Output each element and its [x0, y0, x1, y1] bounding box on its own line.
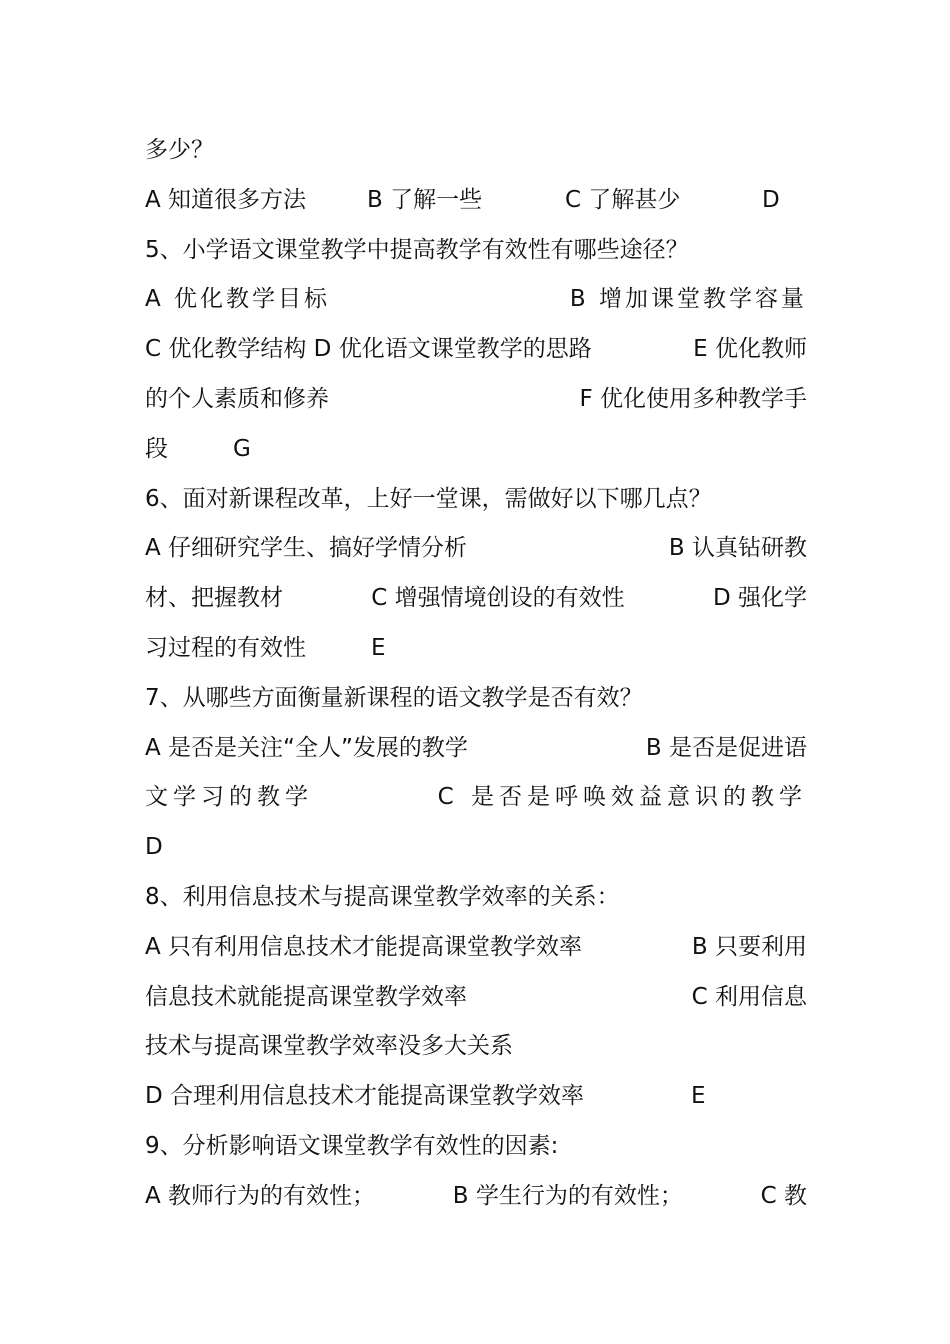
- text-line-5: [145, 325, 807, 375]
- option-d: D: [145, 834, 163, 861]
- option-g: G: [233, 435, 251, 462]
- option-d: D: [762, 186, 780, 213]
- question-9-title: [145, 1122, 807, 1172]
- text-line-17: [145, 923, 807, 973]
- text-line-19: [145, 1022, 807, 1072]
- text-segment: 段: [145, 435, 168, 462]
- text-segment: 信息技术就能提高课堂教学效率: [145, 983, 467, 1010]
- text-line-9: [145, 524, 807, 574]
- question-6-title: [145, 475, 807, 525]
- text-line-1: [145, 126, 807, 176]
- text-line-6: [145, 375, 807, 425]
- option-c-d: C 优化教学结构 D 优化语文课堂教学的思路: [145, 336, 592, 363]
- option-b: B 是否是促进语: [645, 734, 807, 761]
- option-b: B 认真钻研教: [668, 535, 807, 562]
- option-a: A 优化教学目标: [145, 286, 331, 313]
- text-line-14: [145, 773, 807, 823]
- question-7-title: [145, 674, 807, 724]
- option-c: C 利用信息: [691, 983, 807, 1010]
- text-line-7: [145, 425, 807, 475]
- text-segment: 技术与提高课堂教学效率没多大关系: [145, 1033, 513, 1060]
- option-c: C 是否是呼唤效益意识的教学: [437, 784, 807, 811]
- option-b: B 了解一些: [367, 186, 483, 213]
- option-b: B 增加课堂教学容量: [569, 286, 807, 313]
- text-line-13: [145, 724, 807, 774]
- option-c: C 了解甚少: [565, 186, 681, 213]
- option-b: B 学生行为的有效性；: [452, 1182, 683, 1209]
- text-segment: 材、把握教材: [145, 585, 283, 612]
- question-5-title: [145, 226, 807, 276]
- text-segment: 9、分析影响语文课堂教学有效性的因素:: [145, 1132, 559, 1159]
- question-8-title: [145, 873, 807, 923]
- text-segment: 文学习的教学: [145, 784, 313, 811]
- text-segment: 7、从哪些方面衡量新课程的语文教学是否有效？: [145, 684, 643, 711]
- text-line-15: [145, 823, 807, 873]
- text-segment: 8、利用信息技术与提高课堂教学效率的关系：: [145, 883, 620, 910]
- option-c: C 教: [760, 1182, 807, 1209]
- text-line-11: [145, 624, 807, 674]
- text-segment: 的个人素质和修养: [145, 385, 329, 412]
- option-a: A 教师行为的有效性；: [145, 1182, 376, 1209]
- option-e: E 优化教师: [693, 336, 807, 363]
- option-a: A 知道很多方法: [145, 186, 307, 213]
- option-f: F 优化使用多种教学手: [579, 385, 807, 412]
- text-line-2: [145, 176, 807, 226]
- text-segment: 多少？: [145, 137, 214, 163]
- option-a: A 是否是关注“全人”发展的教学: [145, 734, 468, 761]
- document-body: [145, 126, 807, 1222]
- option-d: D 强化学: [712, 585, 807, 612]
- text-line-22: [145, 1172, 807, 1222]
- text-line-18: [145, 973, 807, 1023]
- text-segment: 习过程的有效性: [145, 634, 306, 661]
- text-line-20: [145, 1072, 807, 1122]
- text-line-4: [145, 275, 807, 325]
- text-line-10: [145, 574, 807, 624]
- option-c: C 增强情境创设的有效性: [371, 585, 625, 612]
- option-d: D 合理利用信息技术才能提高课堂教学效率: [145, 1083, 585, 1110]
- option-b: B 只要利用: [691, 933, 807, 960]
- option-a: A 只有利用信息技术才能提高课堂教学效率: [145, 933, 583, 960]
- text-segment: 6、面对新课程改革，上好一堂课，需做好以下哪几点？: [145, 485, 712, 512]
- option-e: E: [691, 1083, 706, 1110]
- text-segment: 5、小学语文课堂教学中提高教学有效性有哪些途径？: [145, 236, 689, 263]
- option-e: E: [371, 634, 386, 661]
- option-a: A 仔细研究学生、搞好学情分析: [145, 535, 468, 562]
